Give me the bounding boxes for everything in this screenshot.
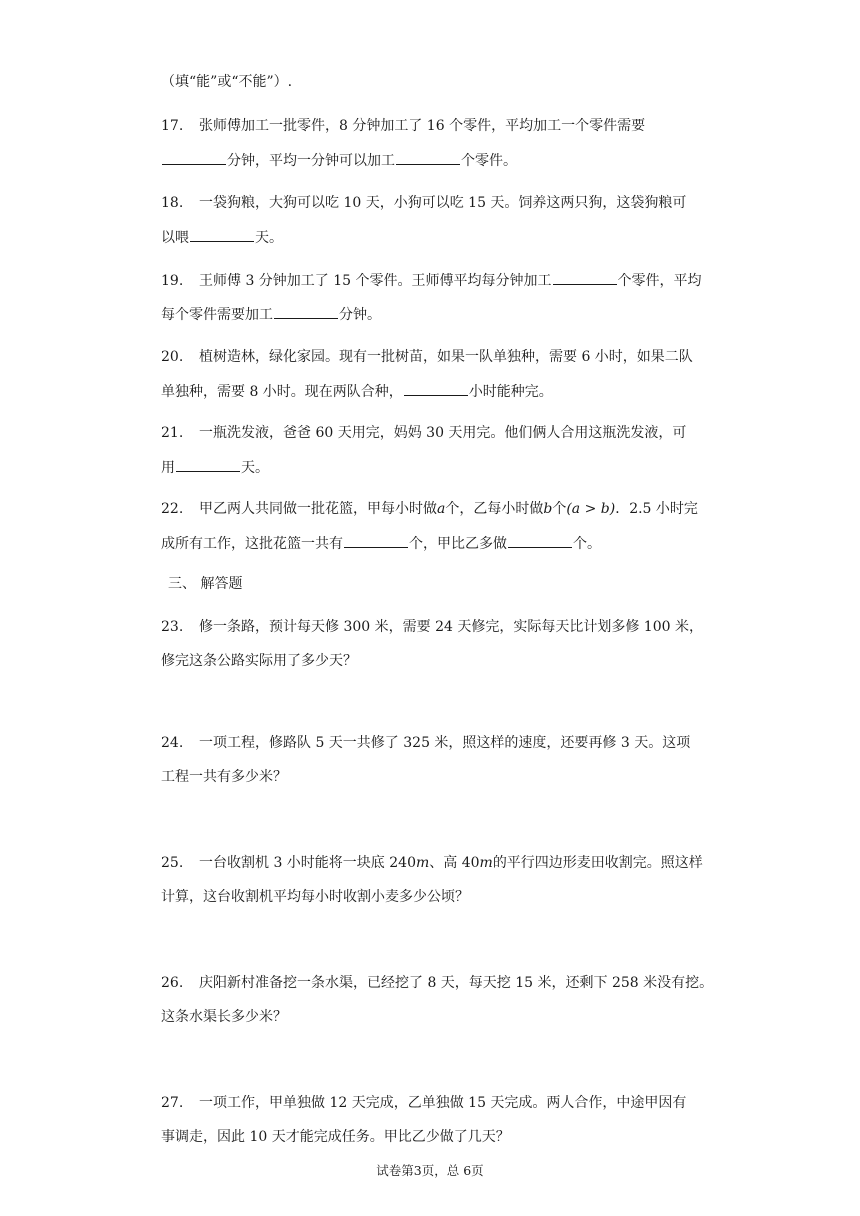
- question-22-line-1: 22. 甲乙两人共同做一批花篮，甲每小时做a个，乙每小时做b个(a > b)．2.5 小时完: [161, 501, 698, 517]
- question-number: 27.: [161, 1095, 184, 1111]
- question-17-line-1: 17. 张师傅加工一批零件，8 分钟加工了 16 个零件，平均加工一个零件需要: [161, 118, 646, 134]
- answer-blank[interactable]: [508, 533, 572, 548]
- question-26-line-2: 这条水渠长多少米？: [161, 1009, 287, 1025]
- answer-blank[interactable]: [344, 533, 408, 548]
- question-number: 23.: [161, 619, 184, 635]
- page-footer: 试卷第3页，总 6页: [376, 1163, 484, 1178]
- question-17-line-2: 分钟，平均一分钟可以加工 个零件。: [161, 150, 517, 171]
- unit-meter: m: [415, 855, 430, 871]
- question-19-line-2: 每个零件需要加工 分钟。: [161, 304, 381, 325]
- question-21-line-2: 用 天。: [161, 457, 269, 478]
- section-title: 三、 解答题: [168, 576, 243, 592]
- question-25-line-1: 25. 一台收割机 3 小时能将一块底 240m、高 40m的平行四边形麦田收割完。照这样: [161, 855, 703, 871]
- question-20-line-1: 20. 植树造林，绿化家园。现有一批树苗，如果一队单独种，需要 6 小时，如果二队: [161, 349, 693, 365]
- question-number: 25.: [161, 855, 184, 871]
- unit-meter: m: [479, 855, 493, 871]
- variable-a: a: [437, 501, 446, 517]
- variable-b: b: [543, 501, 553, 517]
- question-number: 24.: [161, 735, 184, 751]
- question-25-line-2: 计算，这台收割机平均每小时收割小麦多少公顷？: [161, 889, 469, 905]
- question-26-line-1: 26. 庆阳新村准备挖一条水渠，已经挖了 8 天，每天挖 15 米，还剩下 258 米没有挖。: [161, 975, 714, 991]
- question-number: 19.: [161, 273, 184, 289]
- question-18-line-2: 以喂 天。: [161, 227, 283, 248]
- answer-blank[interactable]: [553, 270, 617, 285]
- question-number: 22.: [161, 501, 184, 517]
- previous-question-fragment: （填“能”或“不能”）.: [161, 74, 293, 90]
- question-19-line-1: 19. 王师傅 3 分钟加工了 15 个零件。王师傅平均每分钟加工 个零件，平均: [161, 270, 702, 291]
- answer-blank[interactable]: [190, 227, 254, 242]
- answer-blank[interactable]: [162, 150, 226, 165]
- question-23-line-2: 修完这条公路实际用了多少天？: [161, 653, 357, 669]
- answer-blank[interactable]: [404, 381, 468, 396]
- question-number: 18.: [161, 195, 184, 211]
- question-24-line-2: 工程一共有多少米？: [161, 769, 287, 785]
- inequality-condition: (a > b): [566, 501, 616, 517]
- question-number: 26.: [161, 975, 184, 991]
- question-27-line-1: 27. 一项工作，甲单独做 12 天完成，乙单独做 15 天完成。两人合作，中途甲因有: [161, 1095, 687, 1111]
- answer-blank[interactable]: [274, 304, 338, 319]
- question-27-line-2: 事调走，因此 10 天才能完成任务。甲比乙少做了几天？: [161, 1129, 510, 1145]
- question-23-line-1: 23. 修一条路，预计每天修 300 米，需要 24 天修完，实际每天比计划多修 100 米，: [161, 619, 703, 635]
- question-number: 17.: [161, 118, 184, 134]
- question-21-line-1: 21. 一瓶洗发液，爸爸 60 天用完，妈妈 30 天用完。他们俩人合用这瓶洗发液，可: [161, 425, 687, 441]
- answer-blank[interactable]: [176, 457, 240, 472]
- question-number: 21.: [161, 425, 184, 441]
- question-20-line-2: 单独种，需要 8 小时。现在两队合种， 小时能种完。: [161, 381, 553, 402]
- question-24-line-1: 24. 一项工程，修路队 5 天一共修了 325 米，照这样的速度，还要再修 3 天。这项: [161, 735, 691, 751]
- answer-blank[interactable]: [396, 150, 460, 165]
- question-22-line-2: 成所有工作，这批花篮一共有 个，甲比乙多做 个。: [161, 533, 601, 554]
- question-number: 20.: [161, 349, 184, 365]
- question-18-line-1: 18. 一袋狗粮，大狗可以吃 10 天，小狗可以吃 15 天。饲养这两只狗，这袋狗粮可: [161, 195, 687, 211]
